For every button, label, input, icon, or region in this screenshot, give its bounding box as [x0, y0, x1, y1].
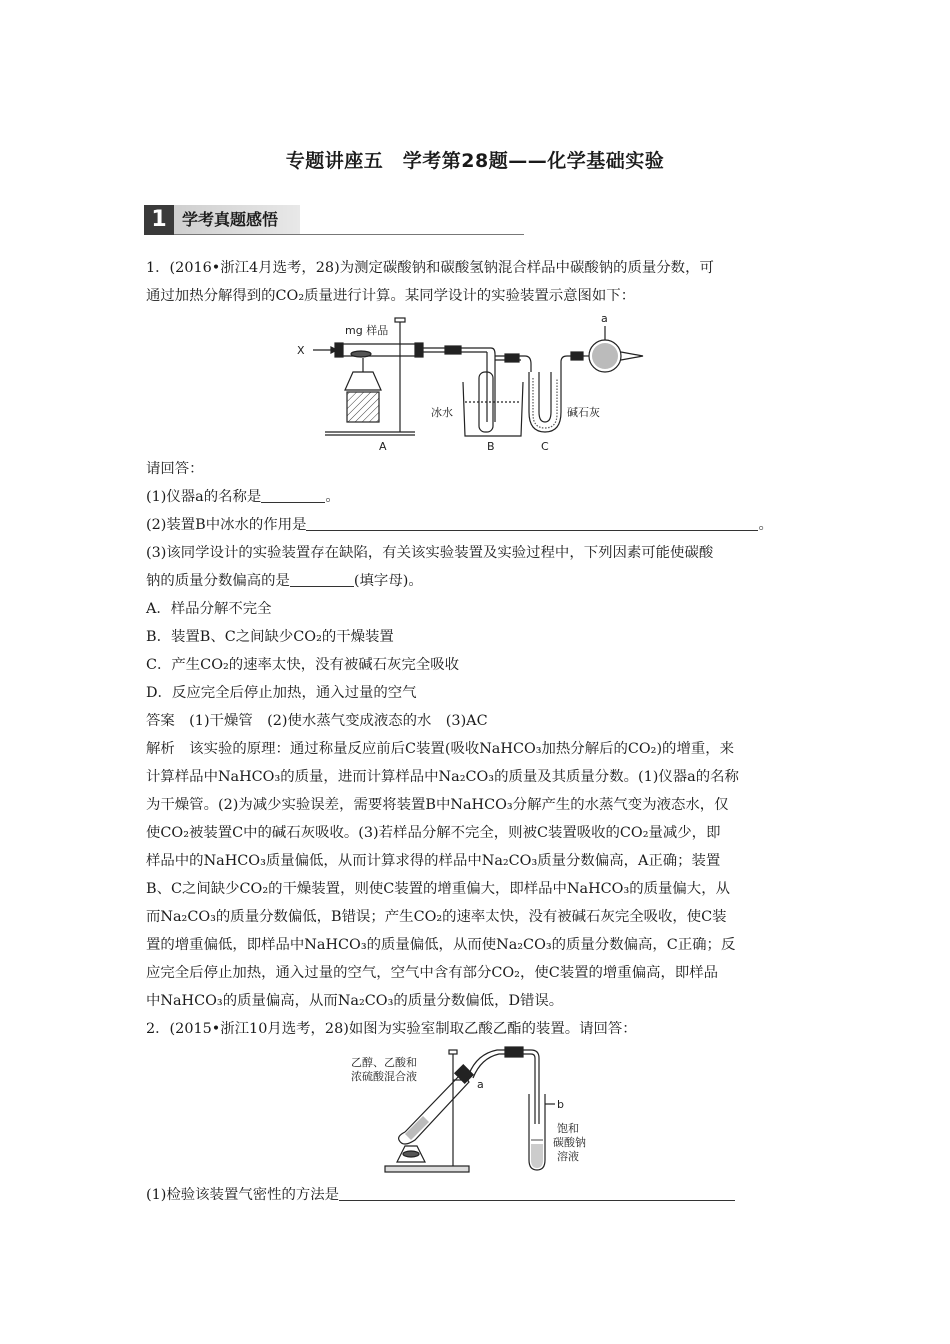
section-number: 1 [144, 205, 174, 235]
q1-part3-end: (填字母)。 [353, 573, 423, 589]
page-title: 专题讲座五 学考第28题——化学基础实验 [285, 150, 665, 172]
q1-ask: 请回答： [146, 461, 204, 477]
label-sat-2: 碳酸钠 [553, 1136, 586, 1149]
label-sat-1: 饱和 [557, 1122, 579, 1135]
apparatus-figure-2 [345, 1044, 605, 1178]
label-B: B [487, 440, 495, 453]
section-underline [174, 234, 524, 235]
q2-stem: 2．(2015•浙江10月选考，28)如图为实验室制取乙酸乙酯的装置。请回答： [146, 1021, 637, 1037]
analysis-line: 解析 该实验的原理：通过称量反应前后C装置(吸收NaHCO₃加热分解后的CO₂)的增重，来 [146, 741, 735, 757]
label-x: X [297, 344, 305, 357]
q1-part1 [146, 487, 340, 507]
answer-blank-3[interactable] [290, 571, 354, 587]
q1-answer: 答案 (1)干燥管 (2)使水蒸气变成液态的水 (3)AC [146, 713, 488, 729]
analysis-line: 置的增重偏低，即样品中NaHCO₃的质量偏低，从而使Na₂CO₃的质量分数偏高，C正确；反 [146, 937, 736, 953]
q1-part2-text: (2)装置B中冰水的作用是 [146, 517, 307, 533]
answer-blank-2[interactable] [306, 515, 758, 531]
analysis-line: 计算样品中NaHCO₃的质量，进而计算样品中Na₂CO₃的质量及其质量分数。(1)仪器a的名称 [146, 769, 739, 785]
answer-blank-1[interactable] [261, 487, 325, 503]
q2-part1 [146, 1185, 735, 1205]
label-sodalime: 碱石灰 [567, 406, 600, 419]
analysis-line: 为干燥管。(2)为减少实验误差，需要将装置B中NaHCO₃分解产生的水蒸气变为液态水，仅 [146, 797, 729, 813]
section-header [144, 205, 524, 235]
label-icewater: 冰水 [431, 406, 453, 419]
label-mix-1: 乙醇、乙酸和 [351, 1056, 417, 1069]
option-a: A．样品分解不完全 [146, 601, 272, 617]
section-label: 学考真题感悟 [174, 205, 300, 235]
q1-stem-line1: 1．(2016•浙江4月选考，28)为测定碳酸钠和碳酸氢钠混合样品中碳酸钠的质量分数，可 [146, 260, 714, 276]
label-b: b [557, 1098, 564, 1111]
q1-part2 [146, 515, 773, 535]
q1-part3-line2 [146, 571, 423, 591]
q1-part3-line1: (3)该同学设计的实验装置存在缺陷，有关该实验装置及实验过程中，下列因素可能使碳酸 [146, 545, 714, 561]
q1-part1-text: (1)仪器a的名称是 [146, 489, 262, 505]
option-b: B．装置B、C之间缺少CO₂的干燥装置 [146, 629, 394, 645]
analysis-line: 样品中的NaHCO₃质量偏低，从而计算求得的样品中Na₂CO₃质量分数偏高，A正确；装置 [146, 853, 721, 869]
q1-part3-text: 钠的质量分数偏高的是 [146, 573, 290, 589]
analysis-line: 中NaHCO₃的质量偏高，从而Na₂CO₃的质量分数偏低，D错误。 [146, 993, 564, 1009]
apparatus-figure-1 [295, 312, 655, 454]
q1-stem-line2: 通过加热分解得到的CO₂质量进行计算。某同学设计的实验装置示意图如下： [146, 288, 636, 304]
option-c: C．产生CO₂的速率太快，没有被碱石灰完全吸收 [146, 657, 460, 673]
label-sample: mg 样品 [345, 324, 389, 337]
label-mix-2: 浓硫酸混合液 [351, 1070, 417, 1083]
q1-part2-end: 。 [758, 517, 773, 533]
option-d: D．反应完全后停止加热，通入过量的空气 [146, 685, 417, 701]
label-a-2: a [477, 1078, 484, 1091]
label-C: C [541, 440, 549, 453]
analysis-line: B、C之间缺少CO₂的干燥装置，则使C装置的增重偏大，即样品中NaHCO₃的质量偏大，从 [146, 881, 730, 897]
answer-blank-4[interactable] [339, 1185, 735, 1201]
label-sat-3: 溶液 [557, 1150, 579, 1163]
analysis-line: 而Na₂CO₃的质量分数偏低，B错误；产生CO₂的速率太快，没有被碱石灰完全吸收，使C装 [146, 909, 727, 925]
label-a: a [601, 312, 608, 325]
analysis-line: 使CO₂被装置C中的碱石灰吸收。(3)若样品分解不完全，则被C装置吸收的CO₂量减少，即 [146, 825, 721, 841]
analysis-line: 应完全后停止加热，通入过量的空气，空气中含有部分CO₂，使C装置的增重偏高，即样品 [146, 965, 719, 981]
label-A: A [379, 440, 387, 453]
q2-part1-text: (1)检验该装置气密性的方法是 [146, 1187, 340, 1203]
q1-part1-end: 。 [325, 489, 340, 505]
